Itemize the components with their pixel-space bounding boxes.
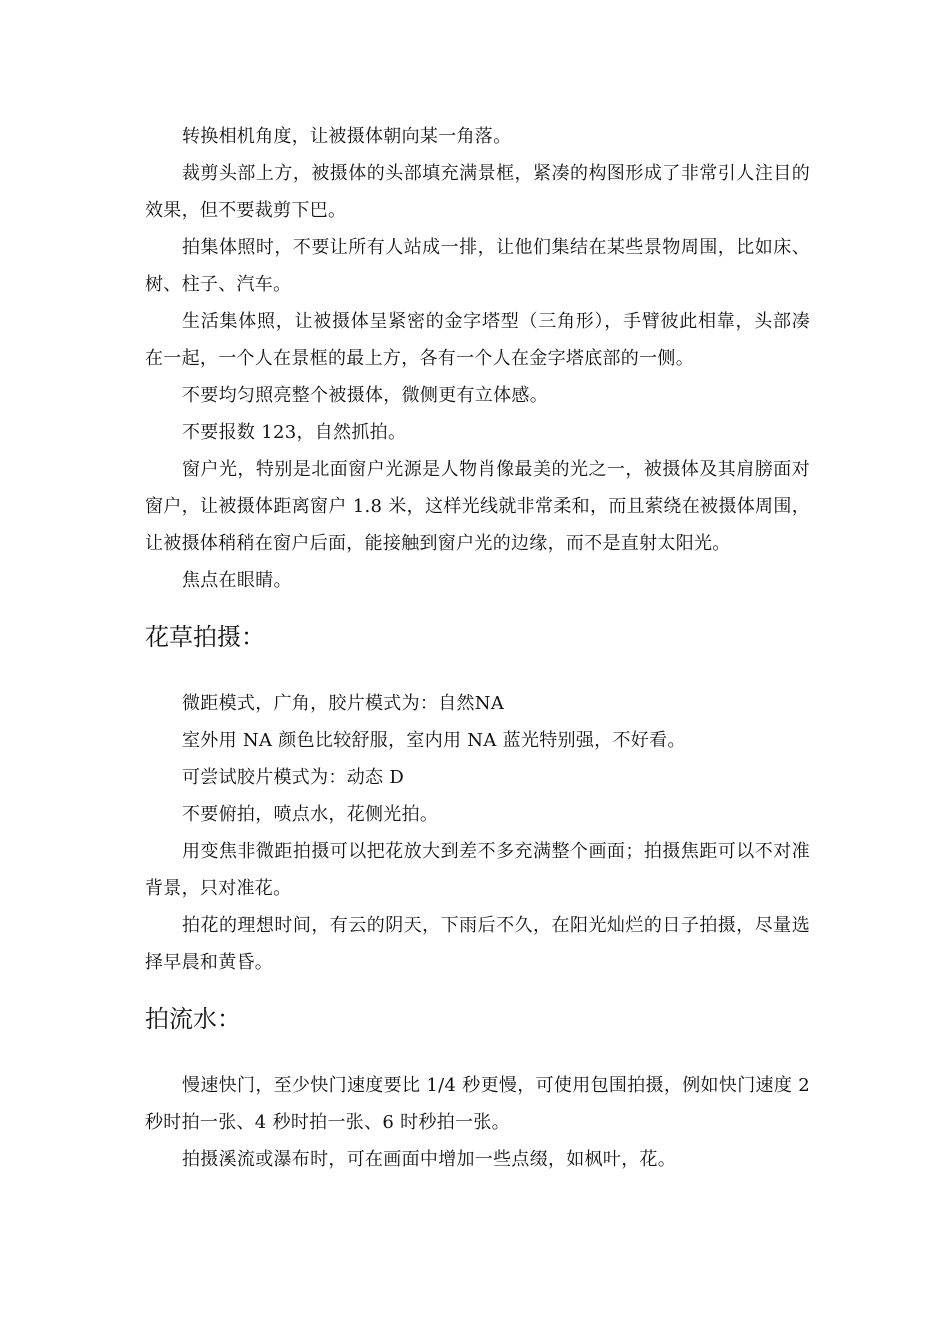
paragraph: 室外用 NA 颜色比较舒服，室内用 NA 蓝光特别强，不好看。: [182, 730, 686, 751]
paragraph: 慢速快门，至少快门速度要比 1/4 秒更慢，可使用包围拍摄，例如快门速度 2 秒时拍一张、4 秒时拍一张、6 时秒拍一张。: [145, 1075, 810, 1133]
section-heading-water: 拍流水：: [145, 1005, 241, 1033]
paragraph: 焦点在眼睛。: [182, 570, 292, 591]
paragraph: 微距模式，广角，胶片模式为：自然NA: [182, 693, 505, 714]
section-heading-flowers: 花草拍摄：: [145, 623, 265, 651]
paragraph: 窗户光，特别是北面窗户光源是人物肖像最美的光之一，被摄体及其肩膀面对窗户，让被摄体距离窗户 1.8 米，这样光线就非常柔和，而且萦绕在被摄体周围，让被摄体稍稍在窗户后面，能接触到窗户光的边缘，而不是直射太阳光。: [145, 459, 810, 554]
paragraph: 可尝试胶片模式为：动态 D: [182, 767, 405, 788]
portrait-section: [145, 118, 810, 599]
paragraph: 拍摄溪流或瀑布时，可在画面中增加一些点缀，如枫叶，花。: [182, 1149, 677, 1170]
paragraph: 转换相机角度，让被摄体朝向某一角落。: [182, 126, 512, 147]
flowers-section: [145, 617, 810, 981]
paragraph: 裁剪头部上方，被摄体的头部填充满景框，紧凑的构图形成了非常引人注目的效果，但不要裁剪下巴。: [145, 163, 810, 221]
paragraph: 生活集体照，让被摄体呈紧密的金字塔型（三角形），手臂彼此相靠，头部凑在一起，一个人在景框的最上方，各有一个人在金字塔底部的一侧。: [145, 311, 810, 369]
paragraph: 不要报数 123，自然抓拍。: [182, 422, 407, 443]
paragraph: 用变焦非微距拍摄可以把花放大到差不多充满整个画面；拍摄焦距可以不对准背景，只对准花。: [145, 841, 810, 899]
document-page: [145, 118, 810, 1178]
paragraph: 拍集体照时，不要让所有人站成一排，让他们集结在某些景物周围，比如床、树、柱子、汽车。: [145, 237, 810, 295]
paragraph: 不要均匀照亮整个被摄体，微侧更有立体感。: [182, 385, 548, 406]
paragraph: 拍花的理想时间，有云的阴天，下雨后不久，在阳光灿烂的日子拍摄，尽量选择早晨和黄昏。: [145, 915, 810, 973]
water-section: [145, 999, 810, 1178]
paragraph: 不要俯拍，喷点水，花侧光拍。: [182, 804, 439, 825]
